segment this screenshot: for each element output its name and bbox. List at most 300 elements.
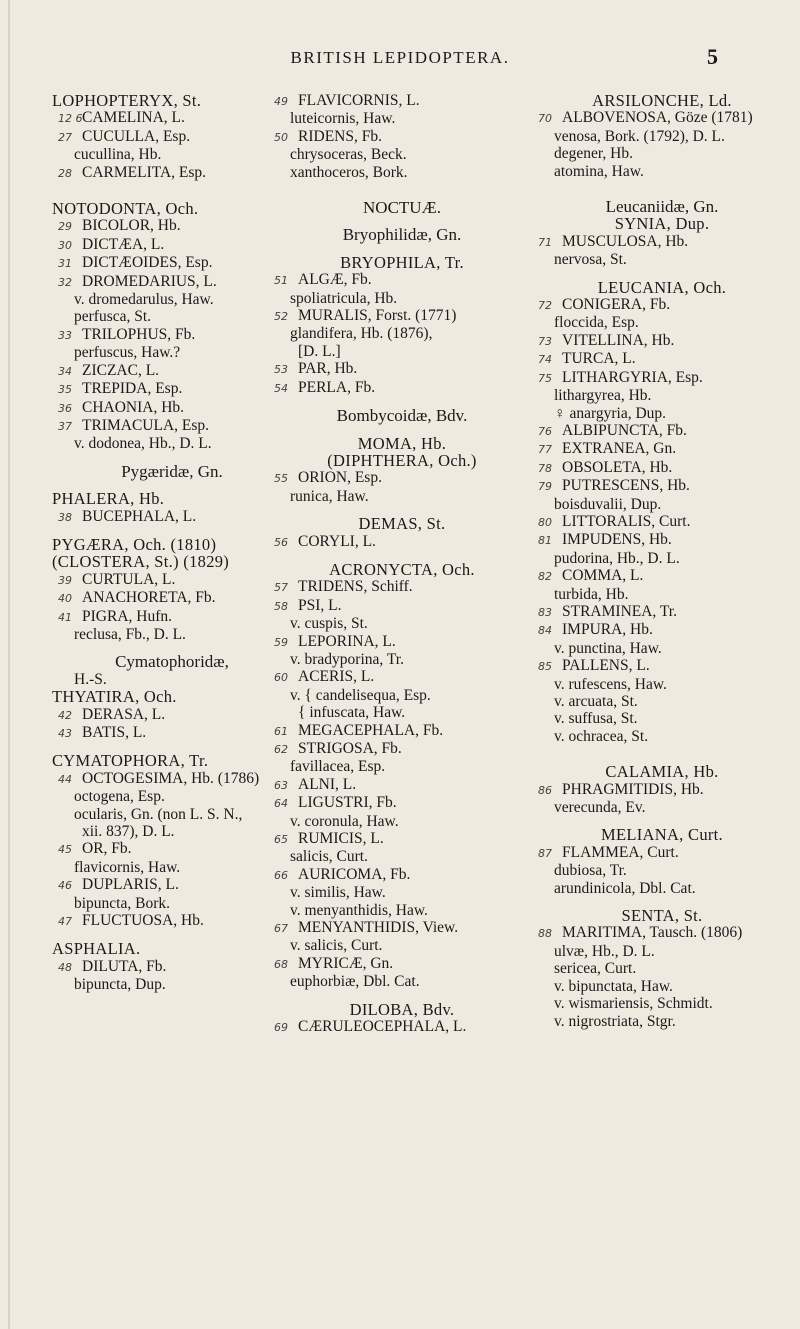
handwritten-number: 42	[58, 708, 72, 722]
species-entry	[532, 924, 792, 942]
entry-text: ARSILONCHE, Ld.	[592, 91, 732, 110]
entry-text: VITELLINA, Hb.	[562, 331, 675, 349]
handwritten-number: 39	[58, 573, 72, 587]
entry-text: Bombycoidæ, Bdv.	[336, 406, 468, 426]
handwritten-number: 35	[58, 383, 72, 397]
handwritten-number: 64	[274, 797, 288, 811]
genus-heading	[52, 752, 292, 769]
entry-text: DUPLARIS, L.	[82, 876, 179, 894]
entry-text: ALBIPUNCTA, Fb.	[562, 421, 687, 439]
species-entry	[268, 633, 536, 651]
entry-text: v. rufescens, Haw.	[554, 675, 667, 693]
handwritten-number: 44	[58, 772, 72, 786]
synonym-entry	[268, 937, 536, 954]
synonym-entry	[532, 978, 792, 995]
species-entry	[532, 531, 792, 549]
entry-text: FLAMMEA, Curt.	[562, 843, 679, 861]
entry-text: ALGÆ, Fb.	[298, 271, 372, 289]
handwritten-number: 78	[538, 461, 552, 475]
entry-text: CHAONIA, Hb.	[82, 398, 185, 416]
family-heading	[268, 226, 536, 243]
genus-heading	[268, 254, 536, 271]
species-entry	[52, 217, 292, 235]
entry-text: TRIMACULA, Esp.	[82, 416, 210, 434]
genus-heading	[268, 452, 536, 469]
synonym-entry	[268, 110, 536, 127]
handwritten-number: 28	[58, 166, 72, 180]
entry-text: chrysoceras, Beck.	[290, 146, 407, 164]
entry-text: Pygæridæ, Gn.	[121, 461, 223, 481]
entry-text: TRILOPHUS, Fb.	[82, 325, 196, 343]
handwritten-number: 73	[538, 334, 552, 348]
entry-text: MYRICÆ, Gn.	[298, 954, 394, 972]
entry-text: cucullina, Hb.	[74, 146, 162, 164]
synonym-entry	[532, 995, 792, 1012]
family-heading	[532, 198, 792, 215]
entry-text: DILOBA, Bdv.	[349, 999, 455, 1019]
species-entry	[52, 273, 292, 291]
entry-text: LIGUSTRI, Fb.	[298, 794, 397, 812]
entry-text: v. suffusa, St.	[554, 710, 638, 728]
entry-text: v. ochracea, St.	[554, 727, 649, 745]
synonym-entry	[532, 550, 792, 567]
entry-text: BRYOPHILA, Tr.	[340, 252, 464, 272]
handwritten-number: 56	[274, 535, 288, 549]
entry-text: DEMAS, St.	[358, 514, 446, 534]
handwritten-number: 58	[274, 599, 288, 613]
handwritten-number: 66	[274, 868, 288, 882]
entry-text: CALAMIA, Hb.	[605, 762, 719, 782]
handwritten-number: 48	[58, 960, 72, 974]
handwritten-number: 70	[538, 112, 552, 126]
species-entry	[52, 417, 292, 435]
entry-text: NOCTUÆ.	[363, 198, 441, 218]
entry-text: ACERIS, L.	[298, 668, 375, 686]
species-entry	[268, 740, 536, 758]
entry-text: TREPIDA, Esp.	[82, 380, 183, 398]
entry-text: LEPORINA, L.	[298, 632, 396, 650]
column-middle	[268, 92, 536, 1037]
spacer	[268, 181, 536, 199]
entry-text: BATIS, L.	[82, 724, 147, 741]
synonym-entry	[532, 387, 792, 404]
handwritten-number: 40	[58, 592, 72, 606]
spacer	[52, 182, 292, 200]
entry-text: IMPURA, Hb.	[562, 621, 653, 639]
handwritten-number: 47	[58, 915, 72, 929]
synonym-entry	[268, 758, 536, 775]
synonym-entry	[268, 848, 536, 865]
species-entry	[52, 770, 292, 788]
synonym-entry	[268, 651, 536, 668]
synonym-entry	[532, 960, 792, 977]
synonym-entry	[268, 884, 536, 901]
species-entry	[268, 469, 536, 487]
entry-text: PERLA, Fb.	[298, 378, 376, 396]
entry-text: CONIGERA, Fb.	[562, 296, 671, 314]
species-entry	[268, 1018, 536, 1036]
family-heading	[268, 199, 536, 216]
entry-text: v. bipunctata, Haw.	[554, 977, 673, 995]
entry-text: ocularis, Gn. (non L. S. N.,	[74, 805, 243, 823]
entry-text: bipuncta, Dup.	[74, 976, 166, 994]
species-entry	[268, 92, 536, 110]
handwritten-number: 29	[58, 220, 72, 234]
entry-text: PALLENS, L.	[562, 657, 650, 675]
handwritten-number: 34	[58, 364, 72, 378]
species-entry	[268, 360, 536, 378]
synonym-entry	[268, 290, 536, 307]
entry-text: COMMA, L.	[562, 567, 644, 585]
entry-text: xii. 837), D. L.	[82, 823, 175, 841]
species-entry	[268, 578, 536, 596]
synonym-entry	[52, 806, 292, 823]
handwritten-number: 77	[538, 443, 552, 457]
entry-text: { infuscata, Haw.	[298, 704, 406, 722]
entry-text: euphorbiæ, Dbl. Cat.	[290, 973, 420, 991]
handwritten-number: 83	[538, 605, 552, 619]
species-entry	[52, 876, 292, 894]
species-entry	[532, 567, 792, 585]
entry-text: dubiosa, Tr.	[554, 862, 627, 880]
synonym-entry	[532, 640, 792, 657]
entry-text: luteicornis, Haw.	[290, 110, 396, 128]
species-entry	[532, 781, 792, 799]
species-entry	[268, 919, 536, 937]
entry-text: PUTRESCENS, Hb.	[562, 477, 690, 495]
handwritten-number: 30	[58, 238, 72, 252]
entry-text: DICTÆA, L.	[82, 235, 165, 253]
handwritten-number: 49	[274, 95, 288, 108]
synonym-entry	[532, 145, 792, 162]
species-entry	[52, 399, 292, 417]
species-entry	[532, 657, 792, 675]
species-entry	[268, 668, 536, 686]
entry-text: (CLOSTERA, St.) (1829)	[52, 552, 230, 572]
species-entry	[52, 958, 292, 976]
handwritten-number: 31	[58, 257, 72, 271]
synonym-entry	[268, 813, 536, 830]
genus-heading	[532, 907, 792, 924]
entry-text: CORYLI, L.	[298, 532, 376, 550]
synonym-entry	[268, 164, 536, 181]
synonym-entry	[268, 488, 536, 505]
synonym-entry	[52, 291, 292, 308]
entry-text: sericea, Curt.	[554, 960, 637, 978]
species-entry	[532, 477, 792, 495]
synonym-entry	[52, 823, 292, 840]
handwritten-number: 84	[538, 624, 552, 638]
species-entry	[52, 380, 292, 398]
synonym-entry	[268, 902, 536, 919]
species-entry	[532, 459, 792, 477]
entry-text: v. similis, Haw.	[290, 884, 386, 902]
species-entry	[268, 307, 536, 325]
entry-text: MENYANTHIDIS, View.	[298, 919, 459, 937]
synonym-entry	[532, 728, 792, 745]
species-entry	[268, 271, 536, 289]
entry-text: STRAMINEA, Tr.	[562, 602, 677, 620]
handwritten-number: 53	[274, 363, 288, 377]
entry-text: AURICOMA, Fb.	[298, 865, 411, 883]
species-entry	[532, 621, 792, 639]
synonym-entry	[532, 314, 792, 331]
entry-text: degener, Hb.	[554, 145, 633, 163]
synonym-entry	[52, 308, 292, 325]
entry-text: MELIANA, Curt.	[601, 825, 723, 845]
entry-text: THYATIRA, Och.	[52, 687, 177, 707]
entry-text: ACRONYCTA, Och.	[329, 559, 475, 579]
entry-text: [D. L.]	[298, 342, 341, 360]
handwritten-number: 59	[274, 635, 288, 649]
species-entry	[532, 440, 792, 458]
entry-text: BICOLOR, Hb.	[82, 217, 181, 235]
entry-text: CÆRULEOCEPHALA, L.	[298, 1018, 467, 1036]
entry-text: ZICZAC, L.	[82, 361, 160, 379]
handwritten-number: 68	[274, 957, 288, 971]
entry-text: ANACHORETA, Fb.	[82, 589, 216, 607]
handwritten-number: 55	[274, 472, 288, 486]
spacer	[532, 745, 792, 763]
entry-text: v. nigrostriata, Stgr.	[554, 1012, 676, 1030]
entry-text: MUSCULOSA, Hb.	[562, 232, 689, 250]
handwritten-number: 72	[538, 299, 552, 313]
genus-heading	[52, 92, 292, 109]
entry-text: MURALIS, Forst. (1771)	[298, 307, 457, 325]
genus-heading	[532, 215, 792, 232]
species-entry	[52, 724, 292, 742]
entry-text: lithargyrea, Hb.	[554, 387, 652, 405]
entry-text: (DIPHTHERA, Och.)	[327, 450, 477, 470]
entry-text: PIGRA, Hufn.	[82, 607, 172, 625]
entry-text: perfuscus, Haw.?	[74, 344, 181, 362]
species-entry	[52, 326, 292, 344]
page-number: 5	[707, 44, 718, 69]
synonym-entry	[532, 586, 792, 603]
entry-text: H.-S.	[74, 670, 107, 688]
species-entry	[268, 533, 536, 551]
entry-text: BUCEPHALA, L.	[82, 507, 197, 525]
species-entry	[532, 603, 792, 621]
species-entry	[52, 912, 292, 930]
synonym-entry	[532, 496, 792, 513]
entry-text: v. coronula, Haw.	[290, 812, 399, 830]
handwritten-number: 76	[538, 424, 552, 438]
genus-heading	[268, 435, 536, 452]
handwritten-number: 33	[58, 328, 72, 342]
genus-heading	[52, 688, 292, 705]
entry-text: arundinicola, Dbl. Cat.	[554, 879, 696, 897]
synonym-entry	[52, 344, 292, 361]
synonym-entry	[532, 128, 792, 145]
species-entry	[52, 236, 292, 254]
synonym-entry	[532, 943, 792, 960]
genus-heading	[532, 826, 792, 843]
handwritten-number: 75	[538, 371, 552, 385]
entry-text: CURTULA, L.	[82, 570, 176, 588]
entry-text: RUMICIS, L.	[298, 830, 384, 848]
synonym-entry	[532, 1013, 792, 1030]
entry-text: pudorina, Hb., D. L.	[554, 549, 680, 567]
handwritten-number: 86	[538, 783, 552, 797]
entry-text: DROMEDARIUS, L.	[82, 272, 217, 290]
handwritten-number: 65	[274, 833, 288, 847]
entry-text: PHRAGMITIDIS, Hb.	[562, 780, 704, 798]
entry-text: DILUTA, Fb.	[82, 957, 167, 975]
synonym-entry	[532, 862, 792, 879]
synonym-entry	[52, 788, 292, 805]
species-entry	[532, 422, 792, 440]
entry-text: LOPHOPTERYX, St.	[52, 91, 202, 110]
synonym-entry	[532, 676, 792, 693]
synonym-entry	[52, 976, 292, 993]
entry-text: v. cuspis, St.	[290, 615, 368, 633]
species-entry	[268, 830, 536, 848]
page-header	[0, 44, 800, 78]
entry-text: MOMA, Hb.	[357, 433, 447, 453]
entry-text: PYGÆRA, Och. (1810)	[52, 534, 217, 554]
entry-text: EXTRANEA, Gn.	[562, 440, 677, 458]
entry-text: CUCULLA, Esp.	[82, 127, 191, 145]
synonym-entry	[52, 626, 292, 643]
synonym-entry	[532, 163, 792, 180]
entry-text: octogena, Esp.	[74, 788, 165, 806]
entry-text: ASPHALIA.	[52, 939, 141, 959]
handwritten-number: 62	[274, 743, 288, 756]
handwritten-number: 36	[58, 401, 72, 415]
handwritten-number: 71	[538, 235, 552, 249]
entry-text: OCTOGESIMA, Hb. (1786)	[82, 769, 260, 787]
entry-text: LITTORALIS, Curt.	[562, 512, 691, 530]
synonym-entry	[52, 895, 292, 912]
entry-text: PAR, Hb.	[298, 360, 358, 378]
species-entry	[268, 597, 536, 615]
handwritten-number: 32	[58, 275, 72, 289]
species-entry	[52, 840, 292, 858]
running-title: BRITISH LEPIDOPTERA.	[290, 48, 510, 67]
synonym-entry	[52, 859, 292, 876]
column-left	[52, 92, 292, 994]
entry-text: Leucaniidæ, Gn.	[605, 197, 719, 217]
synonym-entry	[532, 799, 792, 816]
synonym-entry	[52, 435, 292, 452]
entry-text: PSI, L.	[298, 596, 342, 614]
entry-text: TURCA, L.	[562, 350, 636, 368]
species-entry	[268, 794, 536, 812]
entry-text: IMPUDENS, Hb.	[562, 531, 672, 549]
species-entry	[52, 128, 292, 146]
entry-text: OBSOLETA, Hb.	[562, 458, 673, 476]
genus-heading	[268, 1001, 536, 1018]
entry-text: OR, Fb.	[82, 840, 132, 858]
handwritten-number: 85	[538, 660, 552, 674]
handwritten-number: 27	[58, 130, 72, 144]
entry-text: ALNI, L.	[298, 775, 357, 793]
entry-text: spoliatricula, Hb.	[290, 289, 398, 307]
family-heading	[52, 653, 292, 670]
entry-text: TRIDENS, Schiff.	[298, 578, 413, 596]
synonym-entry	[268, 704, 536, 721]
synonym-entry	[268, 973, 536, 990]
genus-heading	[52, 536, 292, 553]
synonym-entry	[532, 710, 792, 727]
synonym-entry	[532, 405, 792, 422]
species-entry	[532, 296, 792, 314]
species-entry	[52, 362, 292, 380]
species-entry	[52, 508, 292, 526]
species-entry	[268, 866, 536, 884]
synonym-entry	[532, 251, 792, 268]
handwritten-number: 74	[538, 353, 552, 367]
handwritten-number: 37	[58, 419, 72, 433]
entry-text: v. wismariensis, Schmidt.	[554, 995, 713, 1013]
handwritten-number: 82	[538, 570, 552, 584]
entry-text: verecunda, Ev.	[554, 799, 646, 817]
synonym-entry	[268, 325, 536, 342]
entry-text: FLAVICORNIS, L.	[298, 92, 420, 109]
entry-text: v. dodonea, Hb., D. L.	[74, 435, 212, 453]
column-right	[532, 92, 792, 1030]
entry-text: floccida, Esp.	[554, 314, 639, 332]
handwritten-number: 69	[274, 1021, 288, 1035]
entry-text: atomina, Haw.	[554, 162, 644, 180]
entry-text: RIDENS, Fb.	[298, 127, 382, 145]
entry-text: v. dromedarulus, Haw.	[74, 291, 214, 309]
species-entry	[52, 109, 292, 127]
entry-text: CARMELITA, Esp.	[82, 163, 207, 181]
handwritten-number: 57	[274, 581, 288, 595]
entry-text: DICTÆOIDES, Esp.	[82, 254, 213, 272]
handwritten-number: 87	[538, 846, 552, 860]
entry-text: STRIGOSA, Fb.	[298, 740, 402, 757]
entry-text: SENTA, St.	[621, 906, 703, 926]
species-entry	[532, 513, 792, 531]
handwritten-number: 46	[58, 879, 72, 893]
entry-text: DERASA, L.	[82, 705, 166, 723]
entry-text: v. bradyporina, Tr.	[290, 650, 404, 668]
genus-heading	[532, 763, 792, 780]
species-entry	[52, 608, 292, 626]
entry-text: ALBOVENOSA, Göze (1781)	[562, 109, 753, 127]
genus-heading	[52, 200, 292, 217]
synonym-entry	[532, 880, 792, 897]
handwritten-number: 43	[58, 727, 72, 740]
entry-text: nervosa, St.	[554, 251, 627, 269]
entry-text: LITHARGYRIA, Esp.	[562, 368, 703, 386]
genus-heading	[268, 561, 536, 578]
entry-text: boisduvalii, Dup.	[554, 495, 662, 513]
entry-text: SYNIA, Dup.	[614, 214, 710, 234]
species-entry	[532, 233, 792, 251]
handwritten-number: 61	[274, 724, 288, 738]
entry-text: CYMATOPHORA, Tr.	[52, 751, 209, 771]
species-entry	[52, 254, 292, 272]
entry-text: salicis, Curt.	[290, 848, 368, 866]
entry-text: perfusca, St.	[74, 308, 152, 326]
species-entry	[52, 589, 292, 607]
handwritten-number: 88	[538, 927, 552, 941]
handwritten-number: 50	[274, 130, 288, 144]
synonym-entry	[52, 146, 292, 163]
genus-heading	[52, 553, 292, 570]
entry-text: ♀ anargyria, Dup.	[554, 404, 667, 422]
entry-text: glandifera, Hb. (1876),	[290, 325, 433, 343]
spacer	[532, 180, 792, 198]
entry-text: venosa, Bork. (1792), D. L.	[554, 127, 725, 145]
entry-text: Cymatophoridæ,	[115, 652, 229, 672]
species-entry	[52, 706, 292, 724]
handwritten-number: 52	[274, 310, 288, 324]
